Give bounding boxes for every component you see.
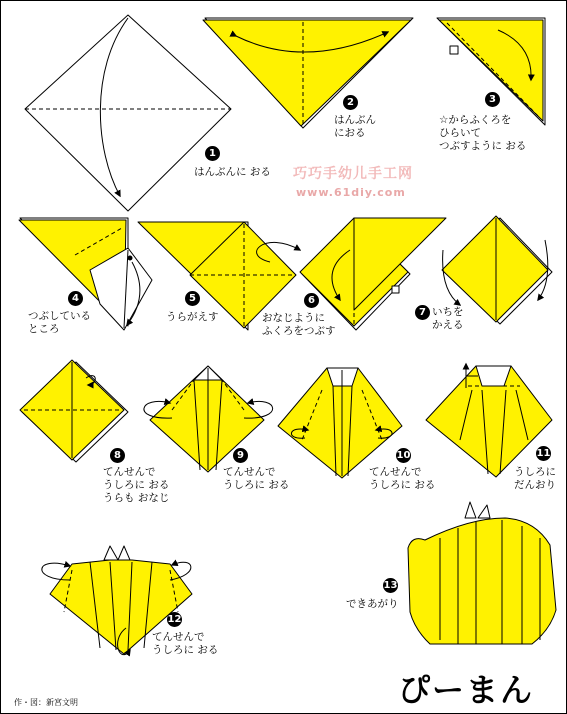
step-3-label: ☆からふくろを ひらいて つぶすように おる [439, 114, 527, 152]
step-9-figure [144, 366, 273, 472]
step-11-label: うしろに だんおり [514, 466, 556, 491]
step-3-number: 3 [485, 92, 500, 107]
step-1-figure [25, 15, 231, 211]
step-10-number: 10 [396, 450, 411, 461]
step-2-number: 2 [343, 95, 358, 110]
step-4-number: 4 [68, 291, 83, 306]
step-13-number: 13 [383, 580, 398, 591]
step-8-label: てんせんで うしろに おる うらも おなじ [103, 466, 170, 504]
step-4-label: つぶしている ところ [28, 310, 91, 335]
step-12-label: てんせんで うしろに おる [152, 631, 219, 656]
step-13-figure [408, 502, 556, 644]
step-7-label: いちを かえる [432, 306, 464, 331]
step-10-figure [278, 368, 402, 478]
step-13-label: できあがり [346, 598, 399, 610]
step-2-figure [203, 18, 413, 128]
step-2-label: はんぶん におる [334, 114, 376, 139]
step-9-number: 9 [233, 448, 248, 463]
step-9-label: てんせんで うしろに おる [223, 466, 290, 491]
step-6-number: 6 [304, 293, 319, 308]
page-title: ぴーまん [398, 671, 535, 709]
step-5-number: 5 [185, 291, 200, 306]
step-6-label: おなじように ふくろをつぶす [262, 312, 336, 337]
step-11-figure [426, 364, 552, 477]
watermark-title: 巧巧手幼儿手工网 [293, 166, 413, 182]
step-12-number: 12 [167, 614, 182, 625]
watermark-url: www.61diy.com [296, 186, 406, 199]
step-8-figure [20, 360, 128, 462]
step-10-label: てんせんで うしろに おる [369, 466, 436, 491]
credit-line: 作・図：新宮文明 [14, 698, 78, 707]
step-7-number: 7 [415, 305, 430, 320]
step-11-number: 11 [536, 448, 551, 459]
step-3-figure [437, 18, 545, 125]
step-5-label: うらがえす [166, 311, 219, 323]
step-1-number: 1 [205, 146, 220, 161]
step-1-label: はんぶんに おる [194, 166, 271, 178]
step-8-number: 8 [110, 448, 125, 463]
